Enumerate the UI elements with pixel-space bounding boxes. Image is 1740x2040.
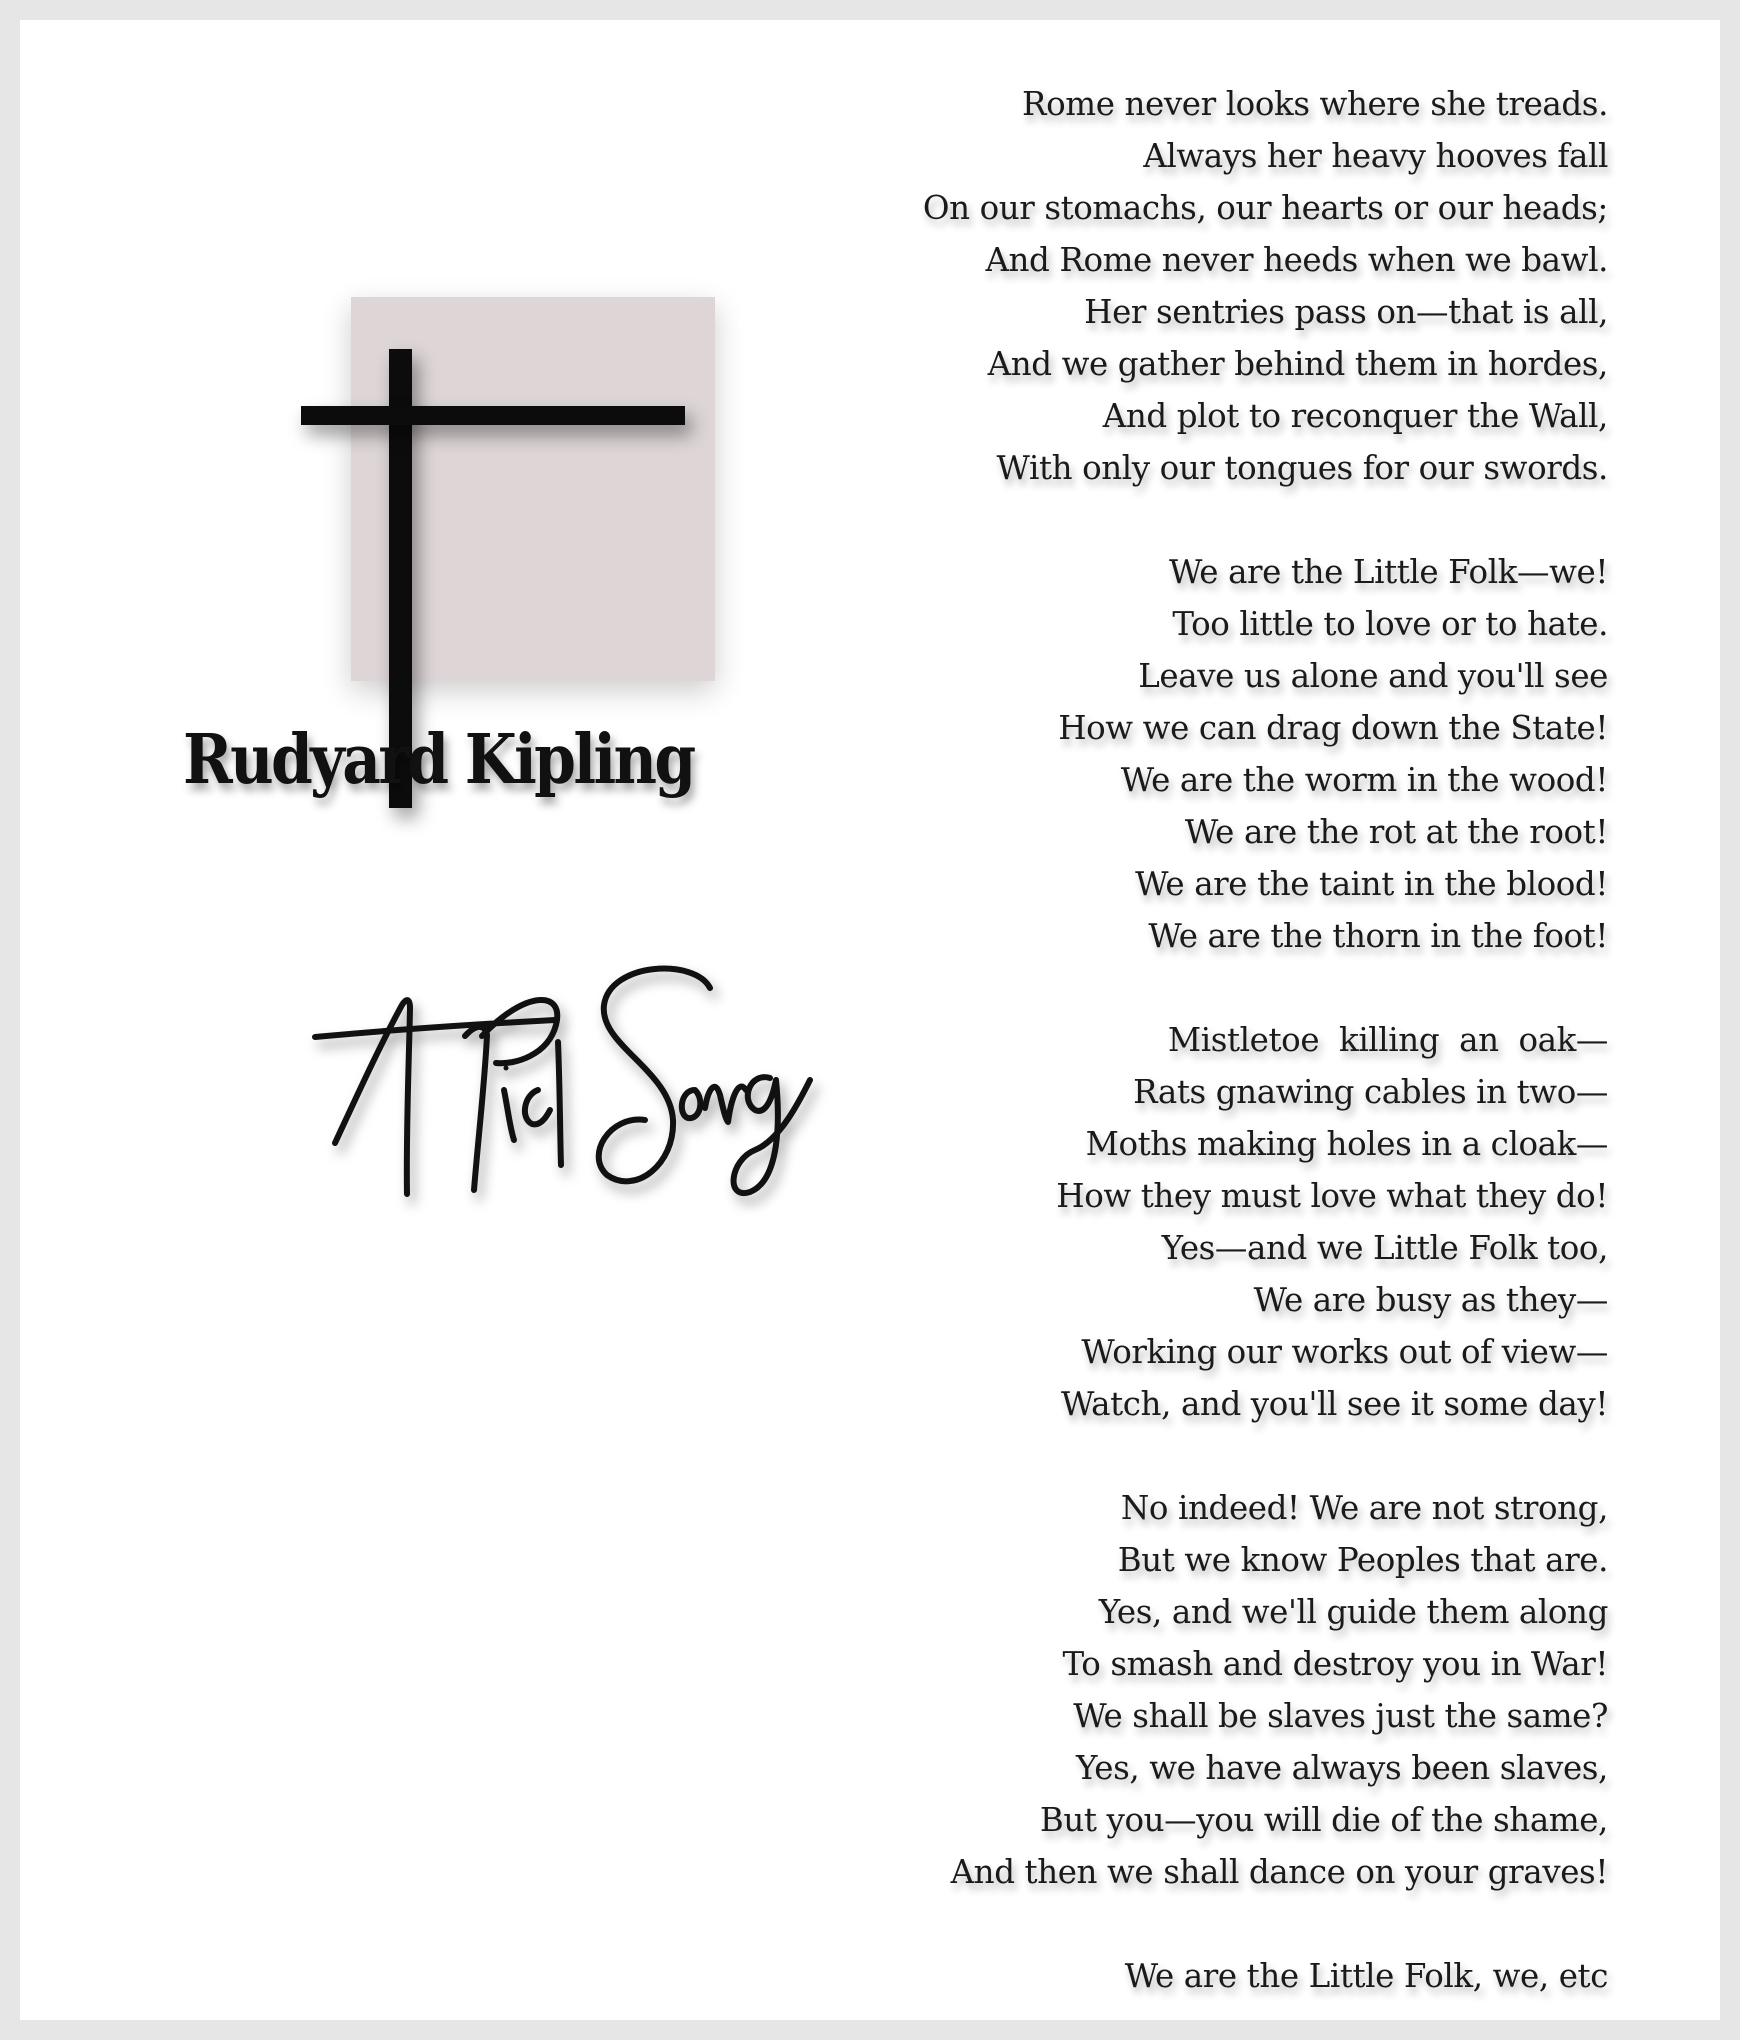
poem-body [748, 78, 1608, 2020]
stanza [748, 1950, 1608, 2002]
poem-line: And we gather behind them in hordes, [987, 345, 1608, 383]
poem-line: With only our tongues for our swords. [996, 449, 1608, 487]
poem-line: We are the thorn in the foot! [1148, 917, 1608, 955]
cross-emblem [160, 160, 580, 720]
poem-line: And Rome never heeds when we bawl. [985, 241, 1608, 279]
poem-sheet [20, 20, 1720, 2020]
poem-line: How we can drag down the State! [1058, 709, 1608, 747]
poem-line: Yes—and we Little Folk too, [1161, 1229, 1608, 1267]
poem-line: We are the taint in the blood! [1135, 865, 1608, 903]
author-name: Rudyard Kipling [183, 720, 694, 800]
poem-line: No indeed! We are not strong, [1120, 1489, 1608, 1527]
poem-line: But we know Peoples that are. [1117, 1541, 1608, 1579]
poem-line: Yes, we have always been slaves, [1076, 1749, 1608, 1787]
stanza [748, 78, 1608, 494]
poem-line: Her sentries pass on—that is all, [1084, 293, 1608, 331]
poem-line: And plot to reconquer the Wall, [1102, 397, 1608, 435]
poem-line: Leave us alone and you'll see [1138, 657, 1608, 695]
poem-line: Too little to love or to hate. [1172, 605, 1608, 643]
poem-line: We are the worm in the wood! [1120, 761, 1608, 799]
poem-line: Rats gnawing cables in two— [1133, 1073, 1608, 1111]
poem-line: We shall be slaves just the same? [1073, 1697, 1608, 1735]
stanza [748, 546, 1608, 962]
emblem-horizontal-bar [301, 406, 685, 425]
stanza [748, 1014, 1608, 1430]
poem-line: To smash and destroy you in War! [1062, 1645, 1608, 1683]
poem-line: Moths making holes in a cloak— [1085, 1125, 1608, 1163]
poem-line: We are the rot at the root! [1184, 813, 1608, 851]
poem-line: Always her heavy hooves fall [1143, 137, 1608, 175]
poem-line: How they must love what they do! [1056, 1177, 1608, 1215]
poem-line: On our stomachs, our hearts or our heads; [922, 189, 1608, 227]
poem-line: We are the Little Folk, we, etc [1124, 1957, 1608, 1995]
poem-line: Watch, and you'll see it some day! [1060, 1385, 1608, 1423]
poem-line: Working our works out of view— [1081, 1333, 1608, 1371]
poem-line: And then we shall dance on your graves! [950, 1853, 1608, 1891]
poem-line: Yes, and we'll guide them along [1098, 1593, 1608, 1631]
poem-line: Mistletoe killing an oak— [1167, 1021, 1608, 1059]
poem-line: But you—you will die of the shame, [1039, 1801, 1608, 1839]
poem-line: We are the Little Folk—we! [1168, 553, 1608, 591]
poem-line: We are busy as they— [1253, 1281, 1608, 1319]
poem-line: Rome never looks where she treads. [1022, 85, 1608, 123]
stanza [748, 1482, 1608, 1898]
